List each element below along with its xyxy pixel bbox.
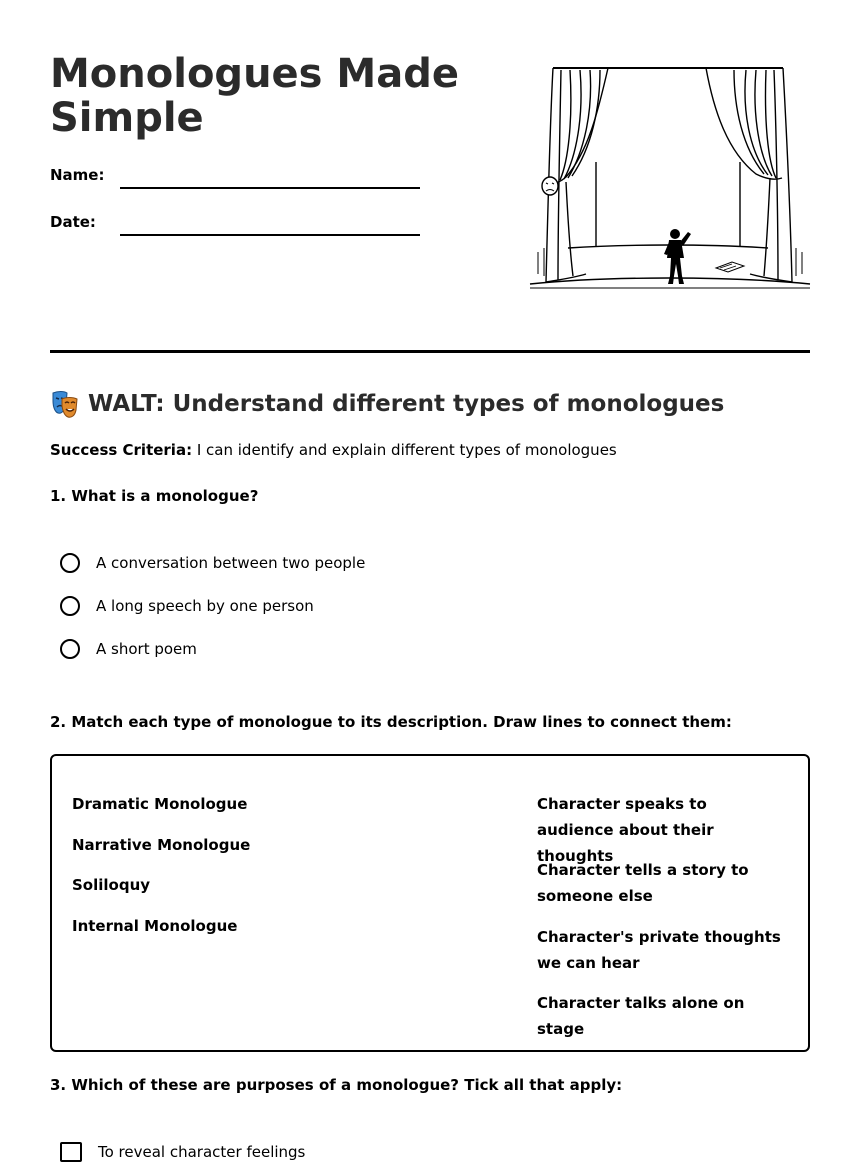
q1-option-3[interactable] bbox=[60, 639, 197, 659]
name-field[interactable] bbox=[120, 187, 420, 189]
radio-button[interactable] bbox=[60, 596, 80, 616]
match-type-narrative[interactable]: Narrative Monologue bbox=[72, 836, 251, 854]
q1-option-label: A short poem bbox=[96, 640, 197, 658]
match-type-soliloquy[interactable]: Soliloquy bbox=[72, 876, 151, 894]
success-criteria bbox=[50, 441, 617, 459]
q1-option-label: A conversation between two people bbox=[96, 554, 366, 572]
section-divider bbox=[50, 350, 810, 353]
q1-option-1[interactable] bbox=[60, 553, 365, 573]
date-label: Date: bbox=[50, 213, 96, 231]
match-description-2[interactable]: Character tells a story to someone else bbox=[537, 861, 749, 905]
radio-button[interactable] bbox=[60, 639, 80, 659]
match-description-4[interactable]: Character talks alone on stage bbox=[537, 994, 745, 1038]
q1-option-label: A long speech by one person bbox=[96, 597, 314, 615]
walt-heading-text: WALT: Understand different types of monologues bbox=[88, 391, 725, 417]
question-3: 3. Which of these are purposes of a monologue? Tick all that apply: bbox=[50, 1076, 623, 1094]
walt-heading bbox=[50, 388, 724, 420]
question-2: 2. Match each type of monologue to its description. Draw lines to connect them: bbox=[50, 713, 732, 731]
checkbox[interactable] bbox=[60, 1142, 82, 1162]
q3-option-label: To reveal character feelings bbox=[98, 1143, 306, 1161]
match-type-internal[interactable]: Internal Monologue bbox=[72, 917, 238, 935]
name-label: Name: bbox=[50, 166, 105, 184]
radio-button[interactable] bbox=[60, 553, 80, 573]
page-title: Monologues Made Simple bbox=[50, 51, 459, 141]
match-description-3[interactable]: Character's private thoughts we can hear bbox=[537, 928, 781, 972]
date-field[interactable] bbox=[120, 234, 420, 236]
match-description-1[interactable]: Character speaks to audience about their thoughts bbox=[537, 795, 714, 865]
success-criteria-label: Success Criteria: bbox=[50, 441, 193, 459]
q1-option-2[interactable] bbox=[60, 596, 314, 616]
success-criteria-text: I can identify and explain different types of monologues bbox=[196, 441, 617, 459]
stage-curtain-illustration bbox=[528, 62, 812, 294]
theatre-masks-icon bbox=[50, 389, 80, 419]
question-1: 1. What is a monologue? bbox=[50, 487, 259, 505]
match-type-dramatic[interactable]: Dramatic Monologue bbox=[72, 795, 248, 813]
q3-option-1[interactable] bbox=[60, 1142, 305, 1162]
